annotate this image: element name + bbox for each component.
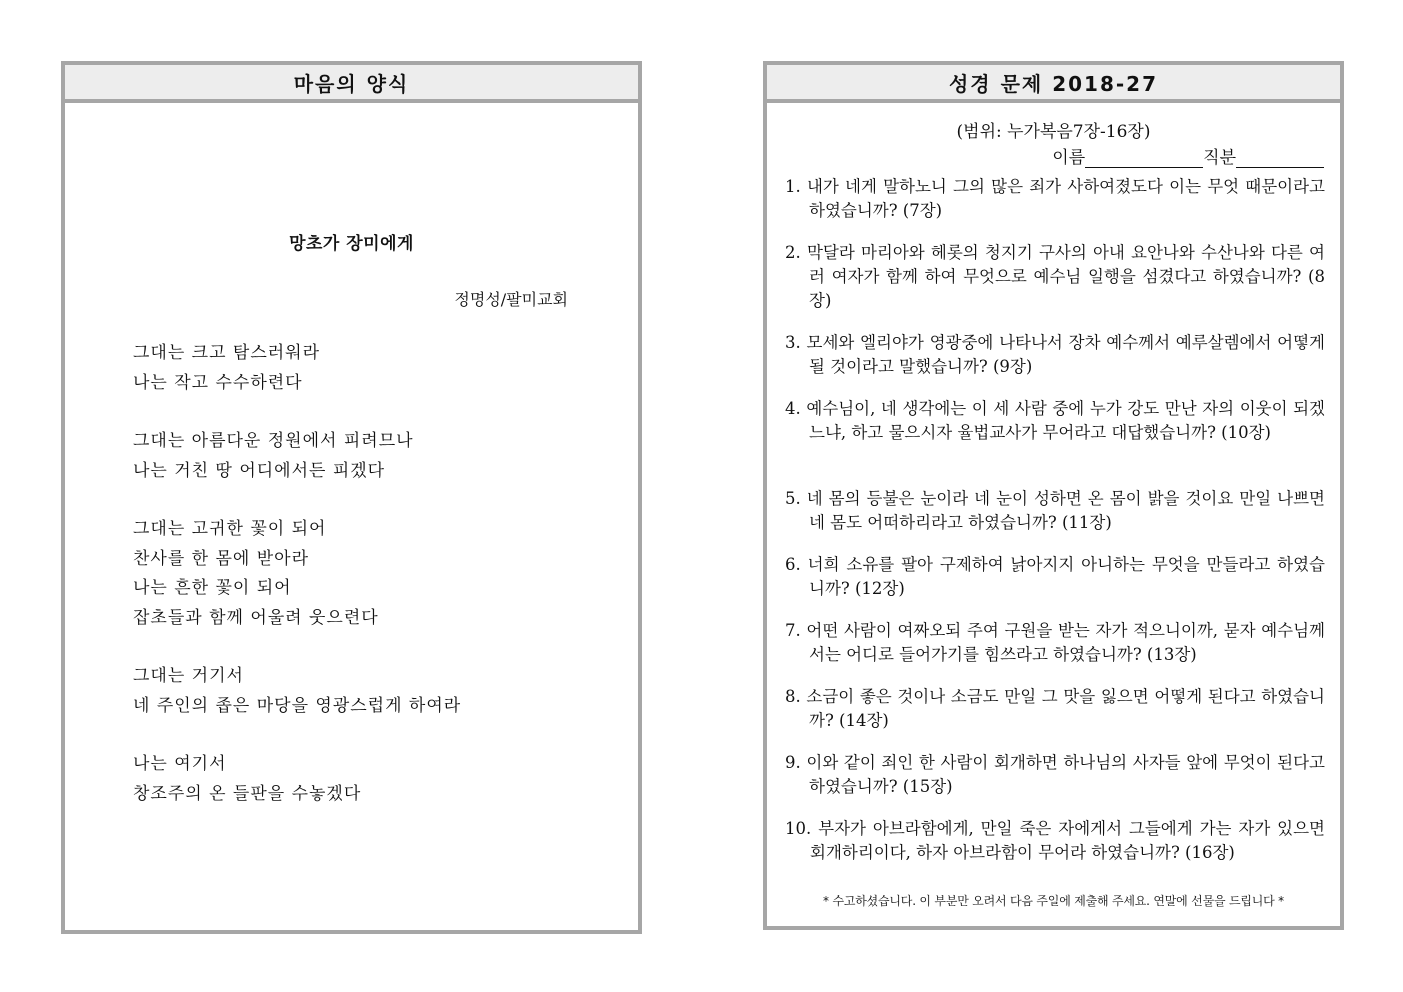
quiz-question: 2. 막달라 마리아와 헤롯의 청지기 구사의 아내 요안나와 수산나와 다른 여러 여자가 함께 하여 무엇으로 예수님 일행을 섬겼다고 하였습니까? (8장) <box>785 243 1325 310</box>
quiz-question: 8. 소금이 좋은 것이나 소금도 만일 그 맛을 잃으면 어떻게 된다고 하였습니까? (14장) <box>785 687 1325 730</box>
poem-stanza <box>133 750 361 809</box>
name-blank[interactable] <box>1085 149 1203 168</box>
poem-author: 정명성/팔미교회 <box>454 290 568 309</box>
poem-line: 나는 거친 땅 어디에서든 피겠다 <box>133 460 386 481</box>
name-label: 이름 <box>1052 148 1086 168</box>
name-position-line <box>1052 143 1324 168</box>
quiz-scope: (범위: 누가복음7장-16장) <box>956 122 1151 142</box>
position-blank[interactable] <box>1236 149 1324 168</box>
poem-line: 나는 여기서 <box>133 754 227 774</box>
poem-stanza <box>133 515 379 633</box>
quiz-question: 9. 이와 같이 죄인 한 사람이 회개하면 하나님의 사자들 앞에 무엇이 된다고 하였습니까? (15장) <box>785 753 1325 796</box>
poem-line: 그대는 고귀한 꽃이 되어 <box>133 519 327 539</box>
poem-line: 그대는 크고 탐스러워라 <box>133 343 321 363</box>
quiz-question: 5. 네 몸의 등불은 눈이라 네 눈이 성하면 온 몸이 밝을 것이요 만일 나쁘면 네 몸도 어떠하리라고 하였습니까? (11장) <box>785 489 1325 532</box>
poem-line: 창조주의 온 들판을 수놓겠다 <box>133 783 362 804</box>
poem-line: 잡초들과 함께 어울려 웃으련다 <box>133 607 379 628</box>
position-label: 직분 <box>1203 148 1236 168</box>
quiz-question: 7. 어떤 사람이 여짜오되 주여 구원을 받는 자가 적으니이까, 묻자 예수님께서는 어디로 들어가기를 힘쓰라고 하였습니까? (13장) <box>785 621 1325 664</box>
poem-line: 나는 흔한 꽃이 되어 <box>133 578 292 598</box>
poem-stanza <box>133 339 320 398</box>
poem-line: 네 주인의 좁은 마당을 영광스럽게 하여라 <box>133 695 462 716</box>
quiz-question: 4. 예수님이, 네 생각에는 이 세 사람 중에 누가 강도 만난 자의 이웃이 되겠느냐, 하고 물으시자 율법교사가 무어라고 대답했습니까? (10장) <box>785 399 1325 442</box>
right-panel-bible-quiz <box>763 61 1344 930</box>
right-panel-header: 성경 문제 2018-27 <box>767 65 1340 103</box>
quiz-question: 6. 너희 소유를 팔아 구제하여 낡아지지 아니하는 무엇을 만들라고 하였습니까? (12장) <box>785 555 1325 598</box>
poem-stanza <box>133 662 461 721</box>
poem-line: 나는 작고 수수하련다 <box>133 372 303 393</box>
poem-line: 찬사를 한 몸에 받아라 <box>133 548 310 569</box>
quiz-footnote: * 수고하셨습니다. 이 부분만 오려서 다음 주일에 제출해 주세요. 연말에 선물을 드립니다 * <box>823 894 1284 908</box>
quiz-question: 10. 부자가 아브라함에게, 만일 죽은 자에게서 그들에게 가는 자가 있으면 회개하리이다, 하자 아브라함이 무어라 하였습니까? (16장) <box>785 819 1325 862</box>
poem-stanza <box>133 427 414 486</box>
left-panel-daily-bread <box>61 61 642 934</box>
poem-line: 그대는 아름다운 정원에서 피려므나 <box>133 431 414 451</box>
left-panel-header: 마음의 양식 <box>65 65 638 103</box>
quiz-question: 3. 모세와 엘리야가 영광중에 나타나서 장차 예수께서 예루살렘에서 어떻게 될 것이라고 말했습니까? (9장) <box>785 333 1325 376</box>
quiz-question: 1. 내가 네게 말하노니 그의 많은 죄가 사하여졌도다 이는 무엇 때문이라고 하였습니까? (7장) <box>785 177 1325 220</box>
poem-title: 망초가 장미에게 <box>289 234 414 254</box>
poem-line: 그대는 거기서 <box>133 666 244 686</box>
